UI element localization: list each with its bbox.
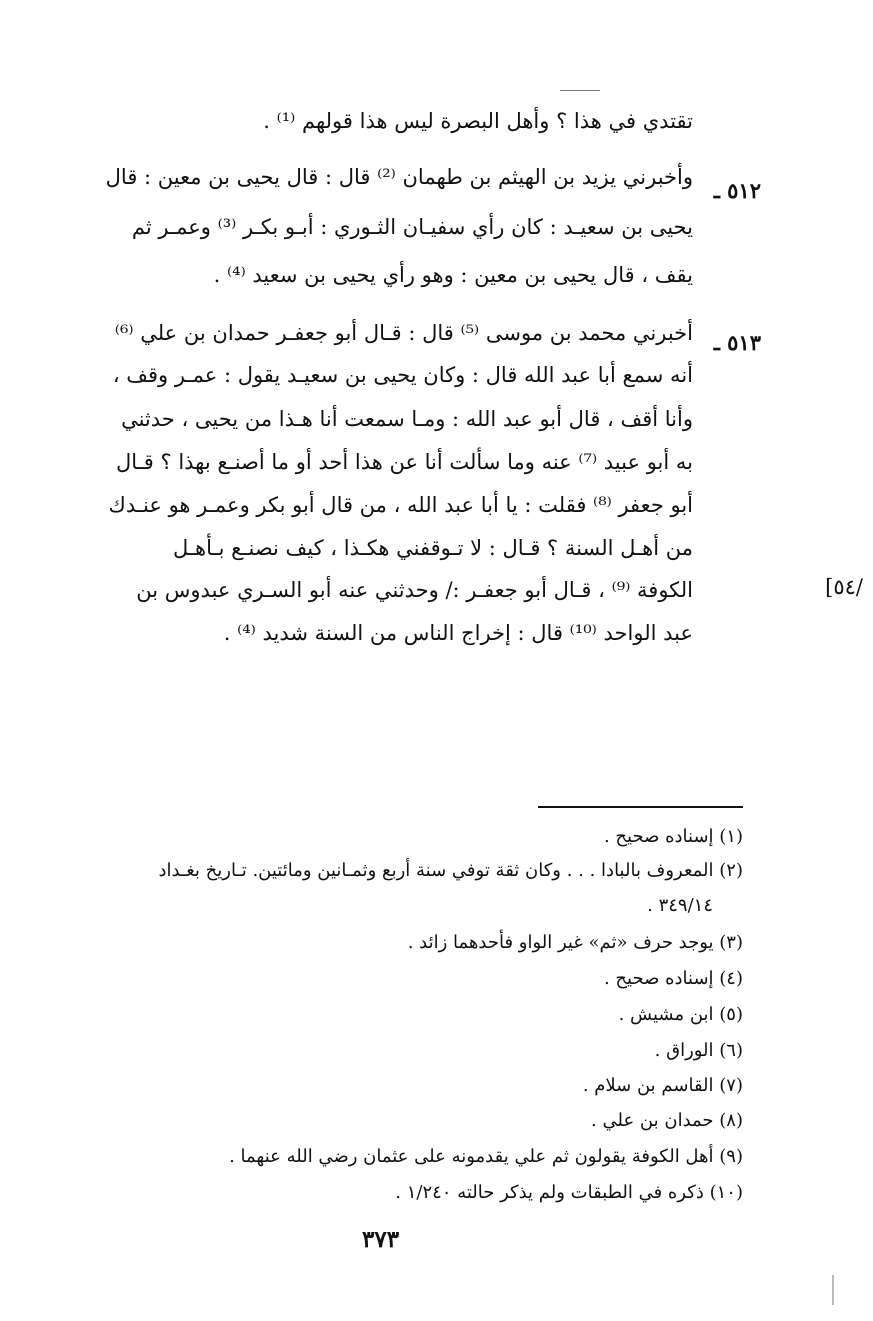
footnote-2-cont: ٣٤٩/١٤ .: [647, 895, 713, 916]
body-line-8: به أبو عبيد ⁽⁷⁾ عنه وما سألت أنا عن هذا أحد أو ما أصنـع بهذا ؟ قـال: [115, 450, 693, 474]
entry-number-512: ٥١٢ ـ: [713, 178, 761, 203]
page-number: ٣٧٣: [362, 1226, 400, 1253]
body-line-10: من أهـل السنة ؟ قـال : لا تـوقفني هكـذا ، كيف نصنـع بـأهـل: [172, 536, 693, 560]
footnote-3: (٣) يوجد حرف «ثم» غير الواو فأحدهما زائد .: [407, 932, 743, 953]
entry-number-513: ٥١٣ ـ: [713, 330, 761, 355]
footnote-separator: [538, 806, 743, 808]
footnote-6: (٦) الوراق .: [654, 1040, 743, 1061]
footnote-4: (٤) إسناده صحيح .: [603, 968, 743, 989]
body-line-2: وأخبرني يزيد بن الهيثم بن طهمان ⁽²⁾ قال : قال يحيى بن معين : قال: [105, 165, 693, 189]
body-line-5: أخبرني محمد بن موسى ⁽⁵⁾ قال : قـال أبو جعفـر حمدان بن علي ⁽⁶⁾: [114, 321, 693, 345]
footnote-1: (١) إسناده صحيح .: [603, 826, 743, 847]
body-line-1: تقتدي في هذا ؟ وأهل البصرة ليس هذا قولهم ⁽¹⁾ .: [263, 109, 693, 133]
body-line-4: يقف ، قال يحيى بن معين : وهو رأي يحيى بن سعيد ⁽⁴⁾ .: [213, 263, 693, 287]
footnote-2: (٢) المعروف بالبادا . . . وكان ثقة توفي سنة أربع وثمـانين ومائتين. تـاريخ بغـداد: [158, 860, 743, 881]
page-edge-mark: [832, 1275, 834, 1305]
body-line-3: يحيى بن سعيـد : كان رأي سفيـان الثـوري : أبـو بكـر ⁽³⁾ وعمـر ثم: [131, 215, 693, 239]
body-line-6: أنه سمع أبا عبد الله قال : وكان يحيى بن سعيـد يقول : عمـر وقف ،: [112, 363, 693, 387]
body-line-12: عبد الواحد ⁽¹⁰⁾ قال : إخراج الناس من السنة شديد ⁽⁴⁾ .: [223, 621, 693, 645]
top-mark: [560, 90, 600, 91]
footnote-9: (٩) أهل الكوفة يقولون ثم علي يقدمونه على عثمان رضي الله عنهما .: [229, 1146, 743, 1167]
footnote-7: (٧) القاسم بن سلام .: [582, 1075, 743, 1096]
footnote-10: (١٠) ذكره في الطبقات ولم يذكر حالته ١/٢٤٠ .: [395, 1182, 743, 1203]
body-line-9: أبو جعفر ⁽⁸⁾ فقلت : يا أبا عبد الله ، من قال أبو بكر وعمـر هو عنـدك: [108, 493, 693, 517]
footnote-5: (٥) ابن مشيش .: [618, 1004, 743, 1025]
body-line-7: وأنا أقف ، قال أبو عبد الله : ومـا سمعت أنا هـذا من يحيى ، حدثني: [121, 407, 693, 431]
footnote-8: (٨) حمدان بن علي .: [591, 1110, 743, 1131]
body-line-11: الكوفة ⁽⁹⁾ ، قـال أبو جعفـر :/ وحدثني عنه أبو السـري عبدوس بن: [136, 578, 693, 602]
margin-marker: [٥٤/: [825, 575, 863, 599]
